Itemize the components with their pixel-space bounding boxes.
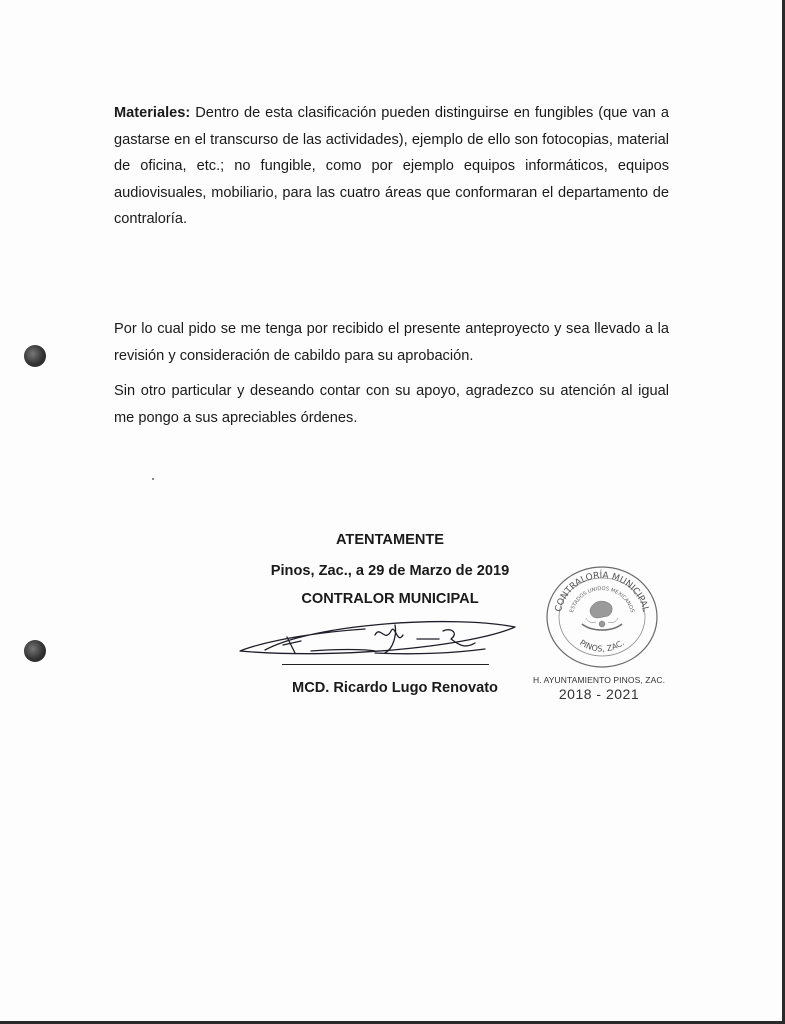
municipal-seal [542,562,662,672]
seal-bottom-text: PINOS, ZAC. [578,638,626,654]
seal-outer-text: CONTRALORÍA MUNICIPAL [553,570,651,614]
punch-hole-top [24,345,46,367]
place-text: Pinos, Zac., a [270,563,365,579]
handwritten-signature [225,605,525,667]
signature-rule [282,664,489,665]
seal-inner-text: ESTADOS UNIDOS MEXICANOS [569,585,635,614]
paragraph-materiales [114,100,669,233]
stamp-caption: H. AYUNTAMIENTO PINOS, ZAC. [532,675,666,685]
position-title: CONTRALOR MUNICIPAL [301,591,479,607]
materiales-text: Dentro de esta clasificación pueden distinguirse en fungibles (que van a gastarse en el transcurso de las actividades), ejemplo de ello son fotocopias, material de oficina, etc.; no fungible, como por ejemplo equipos informáticos, equipos audiovisuales, mobiliario, para las cuatro áreas que conformaran el departamento de contraloría. [114,105,669,227]
paragraph-sin-otro: Sin otro particular y deseando contar con su apoyo, agradezco su atención al igual me pongo a sus apreciables órdenes. [114,383,669,426]
closing-atentamente: ATENTAMENTE [335,532,445,548]
punch-hole-bottom [24,640,46,662]
paragraph-recibido: Por lo cual pido se me tenga por recibido el presente anteproyecto y sea llevado a la revisión y consideración de cabildo para su aprobación. [114,321,669,364]
date-text: 29 de Marzo de 2019 [368,563,510,579]
signer-name: MCD. Ricardo Lugo Renovato [292,680,498,696]
scan-speck [152,478,154,480]
materiales-label: Materiales: [114,105,191,121]
place-date-line [240,563,540,579]
stamp-years: 2018 - 2021 [558,686,640,702]
svg-text:PINOS, ZAC. [578,638,626,653]
